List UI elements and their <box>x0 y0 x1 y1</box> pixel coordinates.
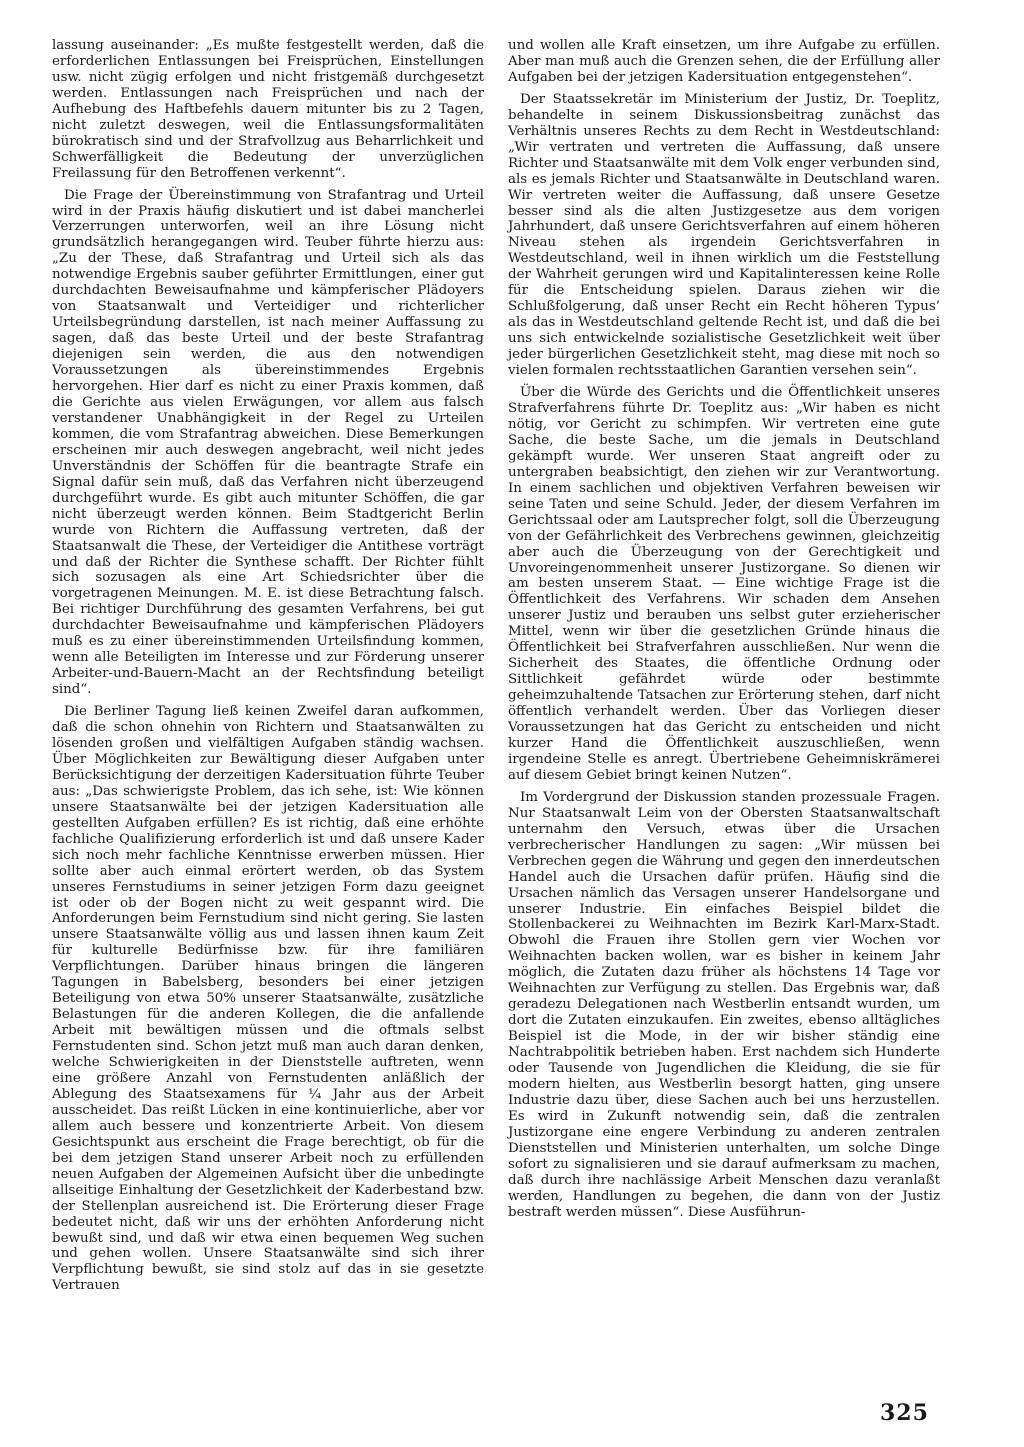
paragraph: lassung auseinander: „Es mußte festgestellt werden, daß die erforderlichen Entlassungen bei Freisprüchen, Einstellungen usw. nicht zügig erfolgen und nicht fristgemäß durchgesetzt werden. Entlassungen nach Freisprüchen und nach der Aufhebung des Haftbefehls dauern mitunter bis zu 2 Tagen, nicht zuletzt deswegen, weil die Entlassungsformalitäten bürokratisch sind und der Strafvollzug aus Beharrlichkeit und Schwerfälligkeit die Bedeutung der unverzüglichen Freilassung für den Betroffenen verkennt“. <box>52 38 484 181</box>
paragraph: Über die Würde des Gerichts und die Öffentlichkeit unseres Strafverfahrens führte Dr. Toeplitz aus: „Wir haben es nicht nötig, vor Gericht zu schimpfen. Wir vertreten eine gute Sache, die beste Sache, um die jemals in Deutschland gekämpft wurde. Wer unseren Staat angreift oder zu untergraben beabsichtigt, den ziehen wir zur Verantwortung. In einem sachlichen und objektiven Verfahren beweisen wir seine Taten und seine Schuld. Jeder, der diesem Verfahren im Gerichtssaal oder am Lautsprecher folgt, soll die Überzeugung von der Gefährlichkeit des Verbrechens gewinnen, gleichzeitig aber auch die Überzeugung von der Gerechtigkeit und Unvoreingenommenheit unserer Justizorgane. So dienen wir am besten unserem Staat. — Eine wichtige Frage ist die Öffentlichkeit des Verfahrens. Wir schaden dem Ansehen unserer Justiz und berauben uns selbst guter erzieherischer Mittel, wenn wir über die gesetzlichen Gründe hinaus die Öffentlichkeit bei Strafverfahren ausschließen. Nur wenn die Sicherheit des Staates, die öffentliche Ordnung oder Sittlichkeit gefährdet würde oder bestimmte geheimzuhaltende Tatsachen zur Erörterung stehen, darf nicht öffentlich verhandelt werden. Über das Vorliegen dieser Voraussetzungen hat das Gericht zu entscheiden und nicht kurzer Hand die Öffentlichkeit auszuschließen, wenn irgendeine Stelle es anregt. Übertriebene Geheimniskrämerei auf diesem Gebiet bringt keinen Nutzen“. <box>508 385 940 783</box>
page-number: 325 <box>880 1400 929 1426</box>
right-column <box>508 38 940 1227</box>
paragraph: Die Frage der Übereinstimmung von Strafantrag und Urteil wird in der Praxis häufig diskutiert und ist dabei mancherlei Verzerrungen unterworfen, weil an ihre Lösung nicht grundsätzlich herangegangen wird. Teuber führte hierzu aus: „Zu der These, daß Strafantrag und Urteil sich als das notwendige Ergebnis sauber geführter Ermittlungen, einer gut durchdachten Beweisaufnahme und kämpferischer Plädoyers von Staatsanwalt und Verteidiger und richterlicher Urteilsbegründung darstellen, ist nach meiner Auffassung zu sagen, daß das beste Urteil und der beste Strafantrag diejenigen sein werden, die aus den notwendigen Voraussetzungen als übereinstimmendes Ergebnis hervorgehen. Hier darf es nicht zu einer Praxis kommen, daß die Gerichte aus vielen Erwägungen, vor allem aus falsch verstandener Unabhängigkeit in der Regel zu Urteilen kommen, die vom Strafantrag abweichen. Diese Bemerkungen erscheinen mir auch deswegen angebracht, weil nicht jedes Unverständnis der Schöffen für die beantragte Strafe ein Signal dafür sein muß, daß das Verfahren nicht überzeugend durchgeführt wurde. Es gibt auch mitunter Schöffen, die gar nicht überzeugt werden können. Beim Stadtgericht Berlin wurde von Richtern die Auffassung vertreten, daß der Staatsanwalt die These, der Verteidiger die Antithese vorträgt und daß der Richter die Synthese schafft. Der Richter fühlt sich sozusagen als eine Art Schiedsrichter über die vorgetragenen Meinungen. M. E. ist diese Betrachtung falsch. Bei richtiger Durchführung des gesamten Verfahrens, bei gut durchdachter Beweisaufnahme und kämpferischen Plädoyers muß es zu einer übereinstimmenden Urteilsfindung kommen, wenn alle Beteiligten im Interesse und zur Förderung unserer Arbeiter-und-Bauern-Macht an der Rechtsfindung beteiligt sind“. <box>52 187 484 698</box>
paragraph: Im Vordergrund der Diskussion standen prozessuale Fragen. Nur Staatsanwalt Leim von der Obersten Staatsanwaltschaft unternahm den Versuch, etwas über die Ursachen verbrecherischer Handlungen zu sagen: „Wir müssen bei Verbrechen gegen die Währung und gegen den innerdeutschen Handel auch die Ursachen dafür prüfen. Häufig sind die Ursachen nämlich das Versagen unserer Handelsorgane und unserer Industrie. Ein einfaches Beispiel bildet die Stollenbackerei zu Weihnachten im Bezirk Karl-Marx-Stadt. Obwohl die Frauen ihre Stollen gern vier Wochen vor Weihnachten backen wollen, war es bisher in keinem Jahr möglich, die Zutaten dazu früher als höchstens 14 Tage vor Weihnachten zur Verfügung zu stellen. Das Ergebnis war, daß geradezu Delegationen nach Westberlin entsandt wurden, um dort die Zutaten einzukaufen. Ein zweites, ebenso alltägliches Beispiel ist die Mode, in der wir bisher ständig eine Nachtrabpolitik betrieben haben. Erst nachdem sich Hunderte oder Tausende von Jugendlichen die Kleidung, die sie für modern hielten, aus Westberlin besorgt hatten, ging unsere Industrie dazu über, diese Sachen auch bei uns herzustellen. Es wird in Zukunft notwendig sein, daß die zentralen Justizorgane eine engere Verbindung zu anderen zentralen Dienststellen und Ministerien unterhalten, um solche Dinge sofort zu signalisieren und sie darauf aufmerksam zu machen, daß durch ihre nachlässige Arbeit Menschen dazu veranlaßt werden, Handlungen zu begehen, die dann von der Justiz bestraft werden müssen“. Diese Ausführun- <box>508 789 940 1220</box>
left-column <box>52 38 484 1300</box>
paragraph: und wollen alle Kraft einsetzen, um ihre Aufgabe zu erfüllen. Aber man muß auch die Grenzen sehen, die der Erfüllung aller Aufgaben bei der jetzigen Kadersituation entgegenstehen“. <box>508 38 940 85</box>
paragraph: Die Berliner Tagung ließ keinen Zweifel daran aufkommen, daß die schon ohnehin von Richtern und Staatsanwälten zu lösenden großen und vielfältigen Aufgaben ständig wachsen. Über Möglichkeiten zur Bewältigung dieser Aufgaben unter Berücksichtigung der derzeitigen Kadersituation führte Teuber aus: „Das schwierigste Problem, das ich sehe, ist: Wie können unsere Staatsanwälte bei der jetzigen Kadersituation alle gestellten Aufgaben erfüllen? Es ist richtig, daß eine erhöhte fachliche Qualifizierung erforderlich ist und daß unsere Kader sich noch mehr fachliche Kenntnisse erwerben müssen. Hier sollte aber auch einmal erörtert werden, ob das System unseres Fernstudiums in seiner jetzigen Form dazu geeignet ist oder ob der Bogen nicht zu weit gespannt wird. Die Anforderungen beim Fernstudium sind nicht gering. Sie lasten unsere Staatsanwälte völlig aus und lassen ihnen kaum Zeit für kulturelle Bedürfnisse bzw. für ihre familiären Verpflichtungen. Darüber hinaus bringen die längeren Tagungen in Babelsberg, besonders bei einer jetzigen Beteiligung von etwa 50% unserer Staatsanwälte, zusätzliche Belastungen für die anderen Kollegen, die die anfallende Arbeit mit bewältigen müssen und die oftmals selbst Fernstudenten sind. Schon jetzt muß man auch daran denken, welche Schwierigkeiten in der Dienststelle auftreten, wenn eine größere Anzahl von Fernstudenten anläßlich der Ablegung des Staatsexamens für ¼ Jahr aus der Arbeit ausscheidet. Das reißt Lücken in eine kontinuierliche, aber vor allem auch bessere und konzentrierte Arbeit. Von diesem Gesichtspunkt aus erscheint die Frage berechtigt, ob für die bei dem jetzigen Stand unserer Arbeit noch zu erfüllenden neuen Aufgaben der Algemeinen Aufsicht über die unbedingte allseitige Einhaltung der Gesetzlichkeit der Kaderbestand bzw. der Stellenplan ausreichend ist. Die Erörterung dieser Frage bedeutet nicht, daß wir uns der erhöhten Anforderung nicht bewußt sind, und daß wir etwa einen bequemen Weg suchen und gehen wollen. Unsere Staatsanwälte sind sich ihrer Verpflichtung bewußt, sie sind stolz auf das in sie gesetzte Vertrauen <box>52 704 484 1294</box>
paragraph: Der Staatssekretär im Ministerium der Justiz, Dr. Toeplitz, behandelte in seinem Diskussionsbeitrag zunächst das Verhältnis unseres Rechts zu dem Recht in Westdeutschland: „Wir vertraten und vertreten die Auffassung, daß unsere Richter und Staatsanwälte mit dem Volk enger verbunden sind, als es jemals Richter und Staatsanwälte in Deutschland waren. Wir vertreten weiter die Auffassung, daß unsere Gesetze besser sind als die alten Justizgesetze aus dem vorigen Jahrhundert, daß unsere Gerichtsverfahren auf einem höheren Niveau stehen als irgendein Gerichtsverfahren in Westdeutschland, weil in ihnen wirklich um die Feststellung der Wahrheit gerungen wird und Kapitalinteressen keine Rolle für die Entscheidung spielen. Daraus ziehen wir die Schlußfolgerung, daß unser Recht ein Recht höheren Typus’ als das in Westdeutschland geltende Recht ist, und daß die bei uns sich entwickelnde sozialistische Gesetzlichkeit weit über jeder bürgerlichen Gesetzlichkeit steht, mag diese mit noch so vielen formalen rechtsstaatlichen Garantien versehen sein“. <box>508 91 940 379</box>
